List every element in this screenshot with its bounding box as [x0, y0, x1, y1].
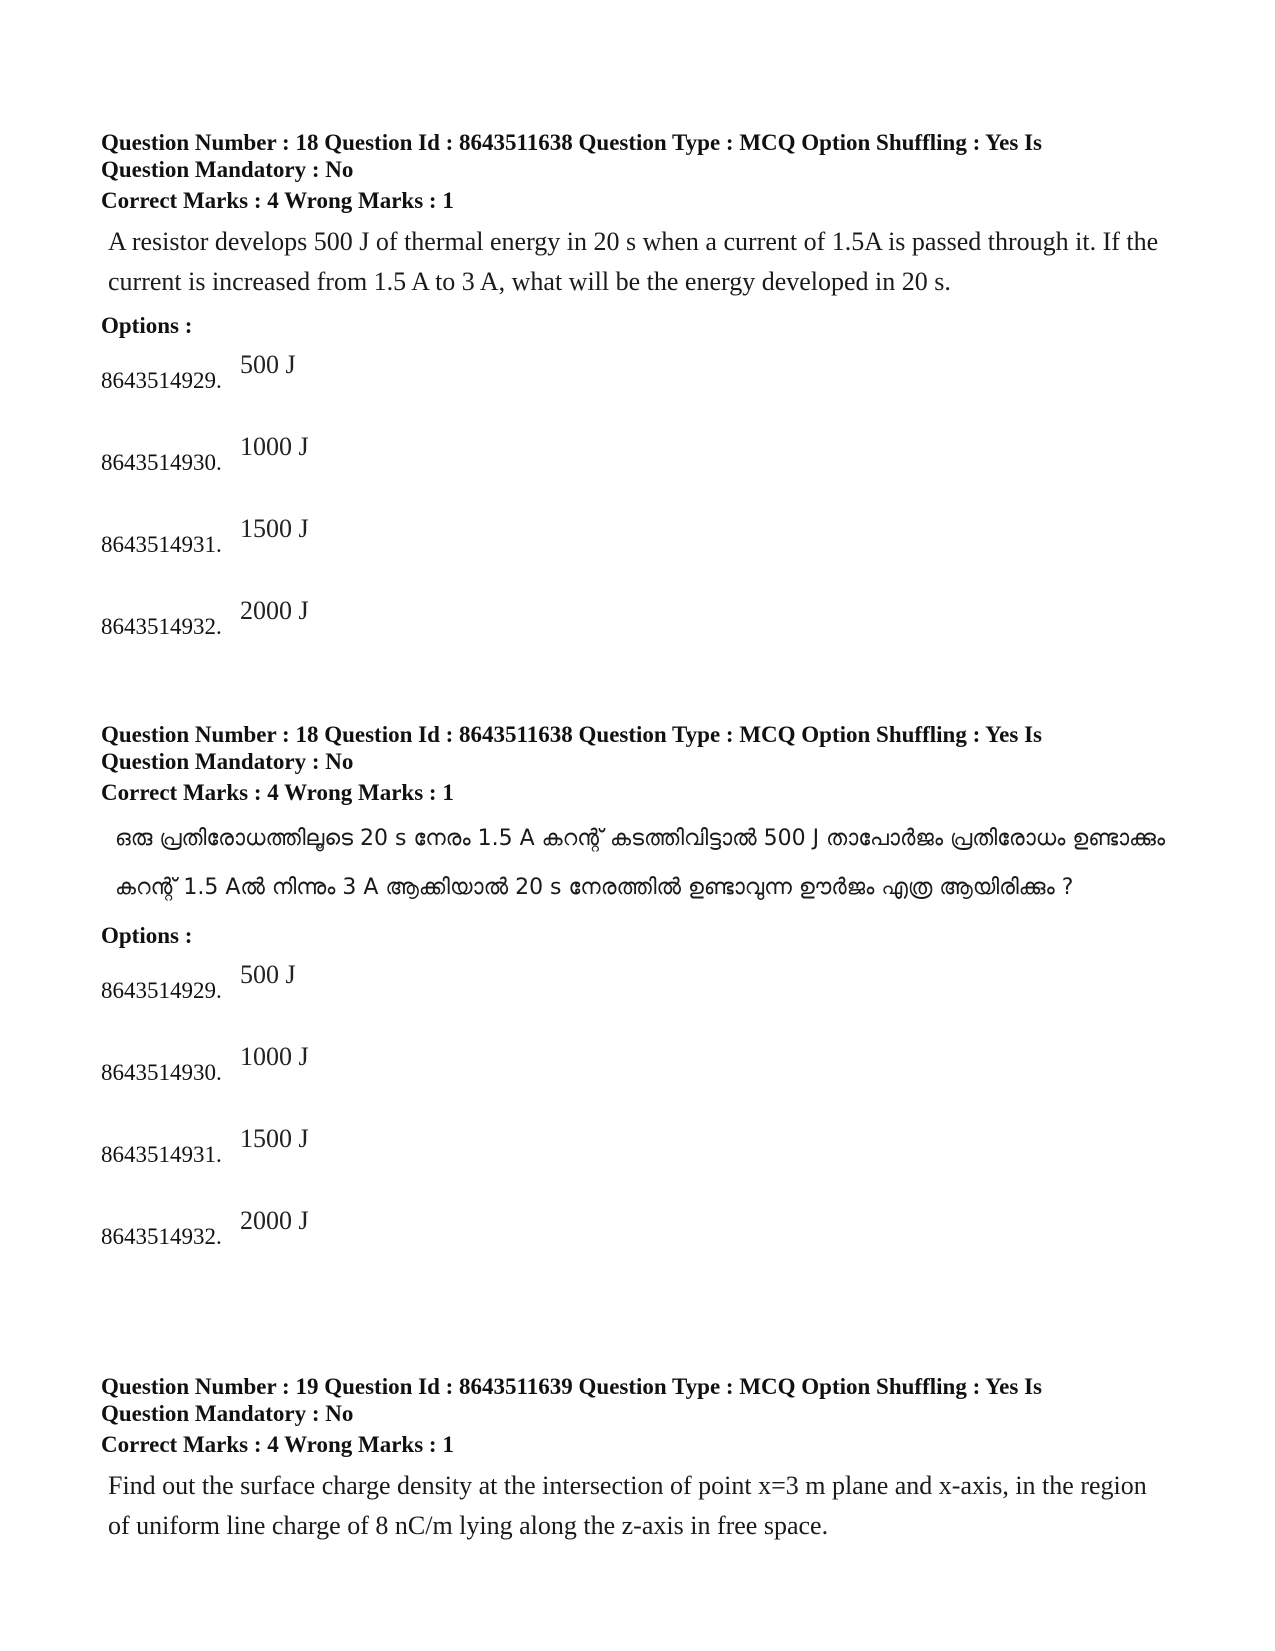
- option-value: 2000 J: [240, 596, 309, 625]
- question-text: ഒരു പ്രതിരോധത്തിലൂടെ 20 s നേരം 1.5 A കറന്റ് കടത്തിവിട്ടാൽ 500 J താപോർജം പ്രതിരോധം ഉണ്ടാക്കും കറന്റ് 1.5 Aൽ നിന്നും 3 A ആക്കിയാൽ 20 s നേരത്തിൽ ഉണ്ടാവുന്ന ഊർജം എത്ര ആയിരിക്കും ?: [115, 826, 1166, 900]
- options-label: Options :: [101, 923, 193, 948]
- option-id: 8643514931.: [101, 532, 222, 557]
- option-value: 2000 J: [240, 1206, 309, 1235]
- option-id: 8643514929.: [101, 978, 222, 1003]
- question-block: [101, 129, 1181, 667]
- option-id: 8643514932.: [101, 614, 222, 639]
- option-value: 1000 J: [240, 432, 309, 461]
- question-block: [101, 721, 1181, 1277]
- question-marks: Correct Marks : 4 Wrong Marks : 1: [101, 1432, 454, 1457]
- option-item: [101, 1195, 1181, 1277]
- option-item: [101, 339, 1181, 421]
- question-block: [101, 1373, 1181, 1546]
- question-meta: Question Number : 19 Question Id : 8643511639 Question Type : MCQ Option Shuffling : Yes Is Question Mandatory : No: [101, 1374, 1042, 1426]
- question-marks: Correct Marks : 4 Wrong Marks : 1: [101, 780, 454, 805]
- option-id: 8643514930.: [101, 450, 222, 475]
- option-item: [101, 503, 1181, 585]
- options-list: [101, 339, 1181, 667]
- option-value: 500 J: [240, 960, 296, 989]
- question-meta: Question Number : 18 Question Id : 8643511638 Question Type : MCQ Option Shuffling : Yes Is Question Mandatory : No: [101, 722, 1042, 774]
- option-item: [101, 1031, 1181, 1113]
- option-value: 1000 J: [240, 1042, 309, 1071]
- option-value: 500 J: [240, 350, 296, 379]
- option-id: 8643514932.: [101, 1224, 222, 1249]
- option-id: 8643514929.: [101, 368, 222, 393]
- option-item: [101, 1113, 1181, 1195]
- option-id: 8643514930.: [101, 1060, 222, 1085]
- option-value: 1500 J: [240, 514, 309, 543]
- question-text: A resistor develops 500 J of thermal energy in 20 s when a current of 1.5A is passed through it. If the current is increased from 1.5 A to 3 A, what will be the energy developed in 20 s.: [108, 227, 1159, 296]
- options-list: [101, 949, 1181, 1277]
- question-text: Find out the surface charge density at the intersection of point x=3 m plane and x-axis, in the region of uniform line charge of 8 nC/m lying along the z-axis in free space.: [108, 1471, 1147, 1540]
- question-marks: Correct Marks : 4 Wrong Marks : 1: [101, 188, 454, 213]
- options-label: Options :: [101, 313, 193, 338]
- option-item: [101, 421, 1181, 503]
- option-item: [101, 949, 1181, 1031]
- question-meta: Question Number : 18 Question Id : 8643511638 Question Type : MCQ Option Shuffling : Yes Is Question Mandatory : No: [101, 130, 1042, 182]
- option-value: 1500 J: [240, 1124, 309, 1153]
- option-id: 8643514931.: [101, 1142, 222, 1167]
- option-item: [101, 585, 1181, 667]
